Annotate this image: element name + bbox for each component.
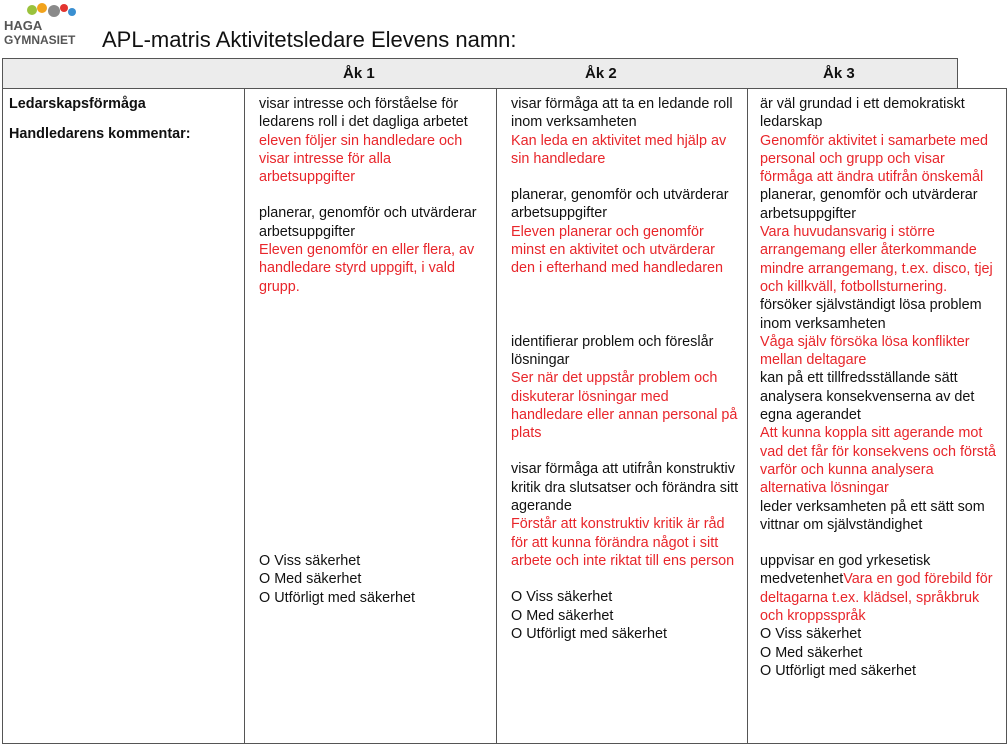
ak2-goal-c-note: Ser när det uppstår problem och diskuterar lösningar med handledare eller annan personal på plats [511, 370, 738, 442]
ak2-goal-d-note: Förstår att konstruktiv kritik är råd för att kunna förändra något i sitt arbete och inte riktat till ens person [511, 516, 735, 569]
ak2-goal-b-note: Eleven planerar och genomför minst en aktivitet och utvärderar den i efterhand med handledaren [511, 223, 724, 277]
ak2-goal-a: visar förmåga att ta en ledande roll inom verksamheten [511, 96, 733, 131]
ak1-option-utforligt[interactable]: O Utförligt med säkerhet [259, 589, 415, 606]
page-title: APL-matris Aktivitetsledare Elevens namn: [102, 27, 517, 52]
ak3-cell [748, 89, 1007, 744]
ak1-cell [245, 89, 497, 744]
criterion-label: Ledarskapsförmåga [9, 96, 146, 112]
ak2-goal-a-note: Kan leda en aktivitet med hjälp av sin handledare [511, 132, 727, 167]
matrix-table [2, 88, 1007, 744]
ak2-option-med[interactable]: O Med säkerhet [511, 607, 614, 624]
ak3-goal-f [760, 552, 1000, 625]
ak1-goal-a-note: eleven följer sin handledare och visar intresse för alla arbetsuppgifter [259, 132, 463, 186]
ak3-goal-d: kan på ett tillfredsställande sätt analysera konsekvenserna av det egna agerandet [760, 370, 975, 424]
header-ak1: Åk 1 [343, 65, 375, 82]
year-header-row [2, 58, 958, 89]
ak3-option-viss[interactable]: O Viss säkerhet [760, 626, 862, 643]
ak1-goal-b-note: Eleven genomför en eller flera, av handledare styrd uppgift, i vald grupp. [259, 242, 475, 295]
svg-text:HAGA: HAGA [4, 18, 43, 33]
ak2-goal-d: visar förmåga att utifrån konstruktiv kritik dra slutsatser och förändra sitt agerande [511, 461, 739, 515]
ak1-option-viss[interactable]: O Viss säkerhet [259, 552, 361, 569]
ak1-option-med[interactable]: O Med säkerhet [259, 571, 362, 588]
ak3-goal-c-note: Våga själv försöka lösa konflikter mellan deltagare [760, 333, 970, 369]
school-logo [2, 2, 94, 48]
ak3-goal-f-note: Vara en god förebild för deltagarna t.ex. klädsel, språkbruk och kroppsspråk [760, 571, 993, 625]
ak2-option-viss[interactable]: O Viss säkerhet [511, 589, 613, 606]
svg-text:GYMNASIET: GYMNASIET [4, 33, 76, 47]
ak2-option-utforligt[interactable]: O Utförligt med säkerhet [511, 625, 667, 642]
ak3-goal-a-note: Genomför aktivitet i samarbete med personal och grupp och visar förmåga att ändra utifrån önskemål [760, 132, 988, 186]
ak3-option-med[interactable]: O Med säkerhet [760, 644, 863, 661]
ak3-goal-c: försöker självständigt lösa problem inom verksamheten [760, 297, 982, 332]
ak3-goal-d-note: Att kunna koppla sitt agerande mot vad det får för konsekvens och förstå varför och kunna analysera alternativa lösningar [760, 425, 996, 497]
ak3-option-utforligt[interactable]: O Utförligt med säkerhet [760, 662, 916, 679]
header-ak2: Åk 2 [585, 65, 617, 82]
ak1-goal-a: visar intresse och förståelse för ledarens roll i det dagliga arbetet [259, 96, 468, 131]
ak3-goal-f-text: uppvisar en god yrkesetisk medvetenhet [760, 553, 931, 588]
comment-label: Handledarens kommentar: [9, 126, 191, 143]
ak3-goal-b-note: Vara huvudansvarig i större arrangemang eller återkommande mindre arrangemang, t.ex. disco, tjej och killkväll, fotbollsturnering. [760, 224, 993, 295]
ak2-cell [497, 89, 748, 744]
ak3-goal-b: planerar, genomför och utvärderar arbetsuppgifter [760, 187, 978, 222]
ak1-goal-b: planerar, genomför och utvärderar arbetsuppgifter [259, 205, 477, 240]
ak3-goal-e: leder verksamheten på ett sätt som vittnar om självständighet [760, 498, 985, 533]
ak3-goal-a: är väl grundad i ett demokratiskt ledarskap [760, 96, 965, 131]
ak2-goal-c: identifierar problem och föreslår lösningar [511, 333, 714, 368]
header-ak3: Åk 3 [823, 65, 855, 82]
table-row [3, 89, 1007, 744]
criterion-cell [3, 89, 245, 744]
ak2-goal-b: planerar, genomför och utvärderar arbetsuppgifter [511, 187, 729, 222]
